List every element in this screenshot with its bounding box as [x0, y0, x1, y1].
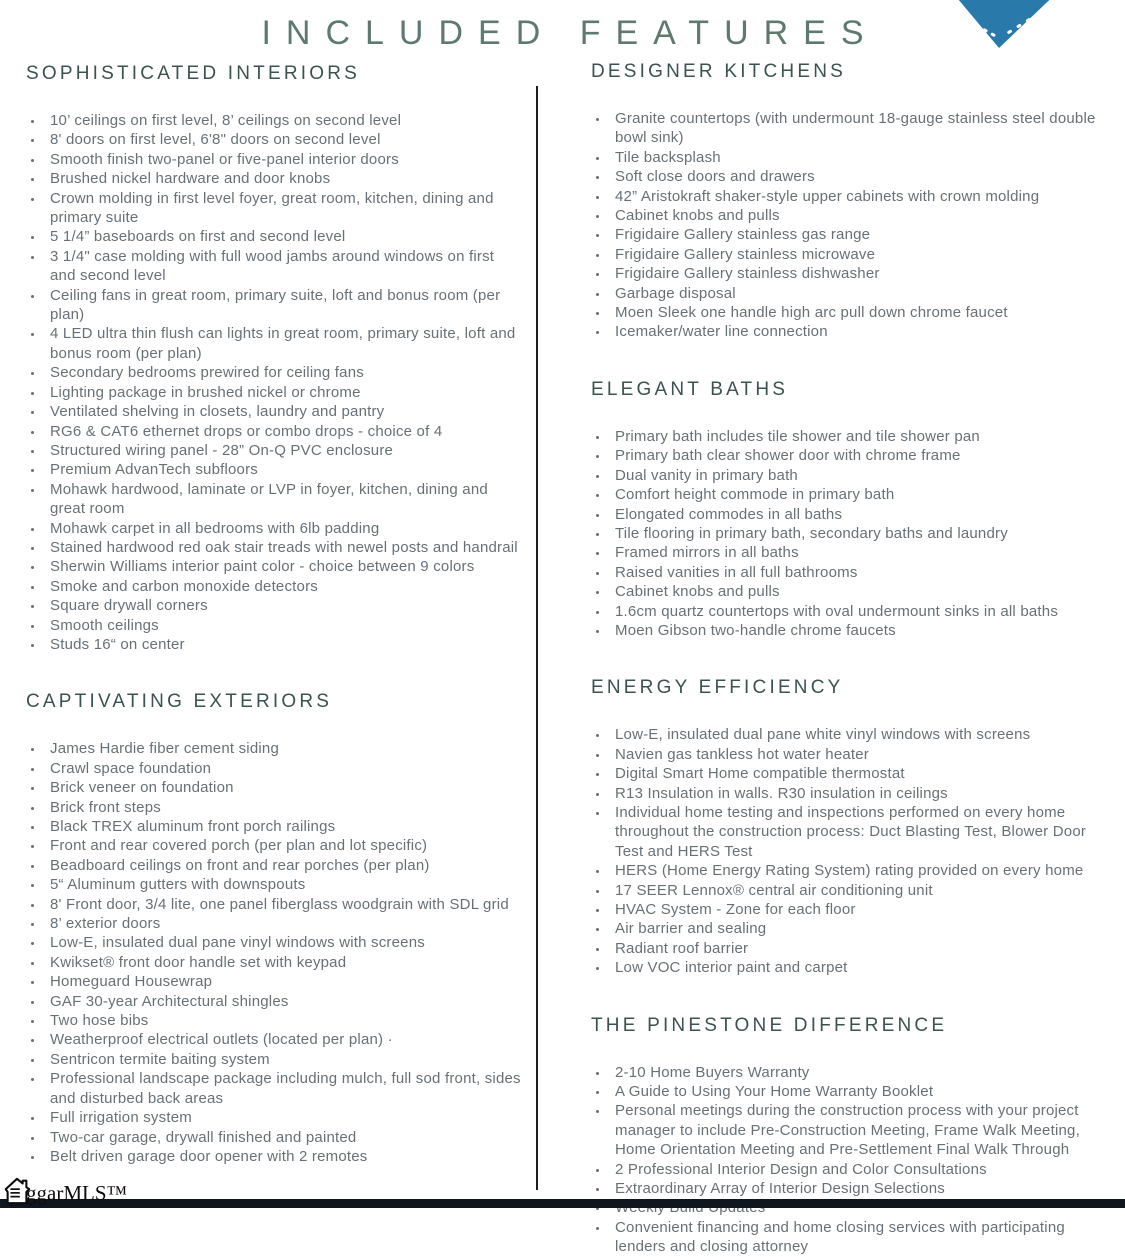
list-item: • Brushed nickel hardware and door knobs	[44, 169, 522, 188]
section-heading: CAPTIVATING EXTERIORS	[26, 691, 333, 713]
mls-watermark	[2, 1174, 127, 1206]
list-item: • Secondary bedrooms prewired for ceiling fans	[44, 363, 522, 382]
list-item: • Low-E, insulated dual pane vinyl windows with screens	[44, 933, 522, 952]
list-item: • Framed mirrors in all baths	[609, 543, 1113, 562]
left-column	[26, 63, 522, 1166]
list-item: • Full irrigation system	[44, 1108, 522, 1127]
list-item: • Mohawk hardwood, laminate or LVP in foyer, kitchen, dining and great room	[44, 480, 522, 519]
feature-list	[28, 111, 522, 654]
section-heading: ENERGY EFFICIENCY	[591, 677, 844, 699]
list-item: • Moen Gibson two-handle chrome faucets	[609, 621, 1113, 640]
list-item: • Cabinet knobs and pulls	[609, 582, 1113, 601]
list-item: • 5“ Aluminum gutters with downspouts	[44, 875, 522, 894]
section-heading: ELEGANT BATHS	[591, 378, 789, 400]
list-item: • Smooth ceilings	[44, 616, 522, 635]
list-item: • Personal meetings during the construction process with your project manager to include Pre-Construction Meeting, Frame Walk Meeting, Home Orientation Meeting and Pre-Settlement Final Walk Through	[609, 1101, 1113, 1159]
list-item: • Navien gas tankless hot water heater	[609, 745, 1113, 764]
list-item: • A Guide to Using Your Home Warranty Booklet	[609, 1082, 1113, 1101]
list-item: • 8’ exterior doors	[44, 914, 522, 933]
section-heading: THE PINESTONE DIFFERENCE	[591, 1014, 948, 1036]
list-item: • 8' Front door, 3/4 lite, one panel fiberglass woodgrain with SDL grid	[44, 895, 522, 914]
list-item: • R13 Insulation in walls. R30 insulation in ceilings	[609, 784, 1113, 803]
feature-list	[593, 109, 1113, 342]
page-title: INCLUDED FEATURES	[261, 14, 879, 52]
list-item: • Square drywall corners	[44, 596, 522, 615]
watermark-text: ggarMLS™	[26, 1181, 128, 1205]
list-item: • Crown molding in first level foyer, great room, kitchen, dining and primary suite	[44, 189, 522, 228]
list-item: • Weatherproof electrical outlets (located per plan) ·	[44, 1030, 522, 1049]
list-item: • Garbage disposal	[609, 284, 1113, 303]
section-heading: DESIGNER KITCHENS	[591, 61, 846, 82]
list-item: • Premium AdvanTech subfloors	[44, 460, 522, 479]
list-item: • 42” Aristokraft shaker-style upper cabinets with crown molding	[609, 187, 1113, 206]
list-item: • Two-car garage, drywall finished and painted	[44, 1128, 522, 1147]
list-item: • 8' doors on first level, 6'8" doors on second level	[44, 130, 522, 149]
list-item: • Extraordinary Array of Interior Design Selections	[609, 1179, 1113, 1198]
list-item: • 2 Professional Interior Design and Color Consultations	[609, 1160, 1113, 1179]
list-item: • Structured wiring panel - 28” On-Q PVC enclosure	[44, 441, 522, 460]
list-item: • Kwikset® front door handle set with keypad	[44, 953, 522, 972]
feature-list	[593, 427, 1113, 640]
list-item: • Front and rear covered porch (per plan and lot specific)	[44, 836, 522, 855]
section-heading: SOPHISTICATED INTERIORS	[26, 63, 360, 84]
list-item: • Crawl space foundation	[44, 759, 522, 778]
list-item: • Sherwin Williams interior paint color - choice between 9 colors	[44, 557, 522, 576]
list-item: • Two hose bibs	[44, 1011, 522, 1030]
list-item: • Black TREX aluminum front porch railings	[44, 817, 522, 836]
list-item: • Dual vanity in primary bath	[609, 466, 1113, 485]
list-item: • Frigidaire Gallery stainless dishwasher	[609, 264, 1113, 283]
list-item: • Digital Smart Home compatible thermostat	[609, 764, 1113, 783]
list-item: • Smooth finish two-panel or five-panel interior doors	[44, 150, 522, 169]
footer-bar	[0, 1199, 1125, 1208]
feature-list	[28, 739, 522, 1166]
list-item: • Tile flooring in primary bath, secondary baths and laundry	[609, 524, 1113, 543]
list-item: • HVAC System - Zone for each floor	[609, 900, 1113, 919]
list-item: • Ventilated shelving in closets, laundry and pantry	[44, 402, 522, 421]
list-item: • Lighting package in brushed nickel or chrome	[44, 383, 522, 402]
list-item: • Sentricon termite baiting system	[44, 1050, 522, 1069]
list-item: • Granite countertops (with undermount 18-gauge stainless steel double bowl sink)	[609, 109, 1113, 148]
list-item: • 2-10 Home Buyers Warranty	[609, 1063, 1113, 1082]
list-item: • Ceiling fans in great room, primary suite, loft and bonus room (per plan)	[44, 286, 522, 325]
list-item: • Professional landscape package including mulch, full sod front, sides and disturbed back areas	[44, 1069, 522, 1108]
list-item: • Primary bath includes tile shower and tile shower pan	[609, 427, 1113, 446]
list-item: • 5 1/4” baseboards on first and second level	[44, 227, 522, 246]
list-item: • Smoke and carbon monoxide detectors	[44, 577, 522, 596]
list-item: • Frigidaire Gallery stainless microwave	[609, 245, 1113, 264]
list-item: • Low-E, insulated dual pane white vinyl windows with screens	[609, 725, 1113, 744]
list-item: • Low VOC interior paint and carpet	[609, 958, 1113, 977]
list-item: • Elongated commodes in all baths	[609, 505, 1113, 524]
list-item: • Air barrier and sealing	[609, 919, 1113, 938]
list-item: • Individual home testing and inspections performed on every home throughout the construction process: Duct Blasting Test, Blower Door Test and HERS Test	[609, 803, 1113, 861]
feature-list	[593, 1063, 1113, 1257]
list-item: • HERS (Home Energy Rating System) rating provided on every home	[609, 861, 1113, 880]
list-item: • James Hardie fiber cement siding	[44, 739, 522, 758]
list-item: • Moen Sleek one handle high arc pull down chrome faucet	[609, 303, 1113, 322]
list-item: • Comfort height commode in primary bath	[609, 485, 1113, 504]
right-column	[591, 61, 1113, 1257]
list-item: • Mohawk carpet in all bedrooms with 6lb padding	[44, 519, 522, 538]
list-item: • 1.6cm quartz countertops with oval undermount sinks in all baths	[609, 602, 1113, 621]
list-item: • Homeguard Housewrap	[44, 972, 522, 991]
list-item: • GAF 30-year Architectural shingles	[44, 992, 522, 1011]
list-item: • 3 1/4" case molding with full wood jambs around windows on first and second level	[44, 247, 522, 286]
list-item: • 4 LED ultra thin flush can lights in great room, primary suite, loft and bonus room (per plan)	[44, 324, 522, 363]
list-item: • 10’ ceilings on first level, 8’ ceilings on second level	[44, 111, 522, 130]
list-item: • Brick veneer on foundation	[44, 778, 522, 797]
list-item: • Icemaker/water line connection	[609, 322, 1113, 341]
list-item: • Belt driven garage door opener with 2 remotes	[44, 1147, 522, 1166]
column-divider	[536, 86, 538, 1190]
list-item: • Frigidaire Gallery stainless gas range	[609, 225, 1113, 244]
list-item: • Brick front steps	[44, 798, 522, 817]
list-item: • Tile backsplash	[609, 148, 1113, 167]
list-item: • Stained hardwood red oak stair treads with newel posts and handrail	[44, 538, 522, 557]
list-item: • RG6 & CAT6 ethernet drops or combo drops - choice of 4	[44, 422, 522, 441]
list-item: • Cabinet knobs and pulls	[609, 206, 1113, 225]
list-item: • Raised vanities in all full bathrooms	[609, 563, 1113, 582]
list-item: • Soft close doors and drawers	[609, 167, 1113, 186]
list-item: • Convenient financing and home closing services with participating lenders and closing attorney	[609, 1218, 1113, 1257]
list-item: • Beadboard ceilings on front and rear porches (per plan)	[44, 856, 522, 875]
list-item: • 17 SEER Lennox® central air conditioning unit	[609, 881, 1113, 900]
list-item: • Primary bath clear shower door with chrome frame	[609, 446, 1113, 465]
list-item: • Studs 16“ on center	[44, 635, 522, 654]
list-item: • Radiant roof barrier	[609, 939, 1113, 958]
feature-list	[593, 725, 1113, 977]
